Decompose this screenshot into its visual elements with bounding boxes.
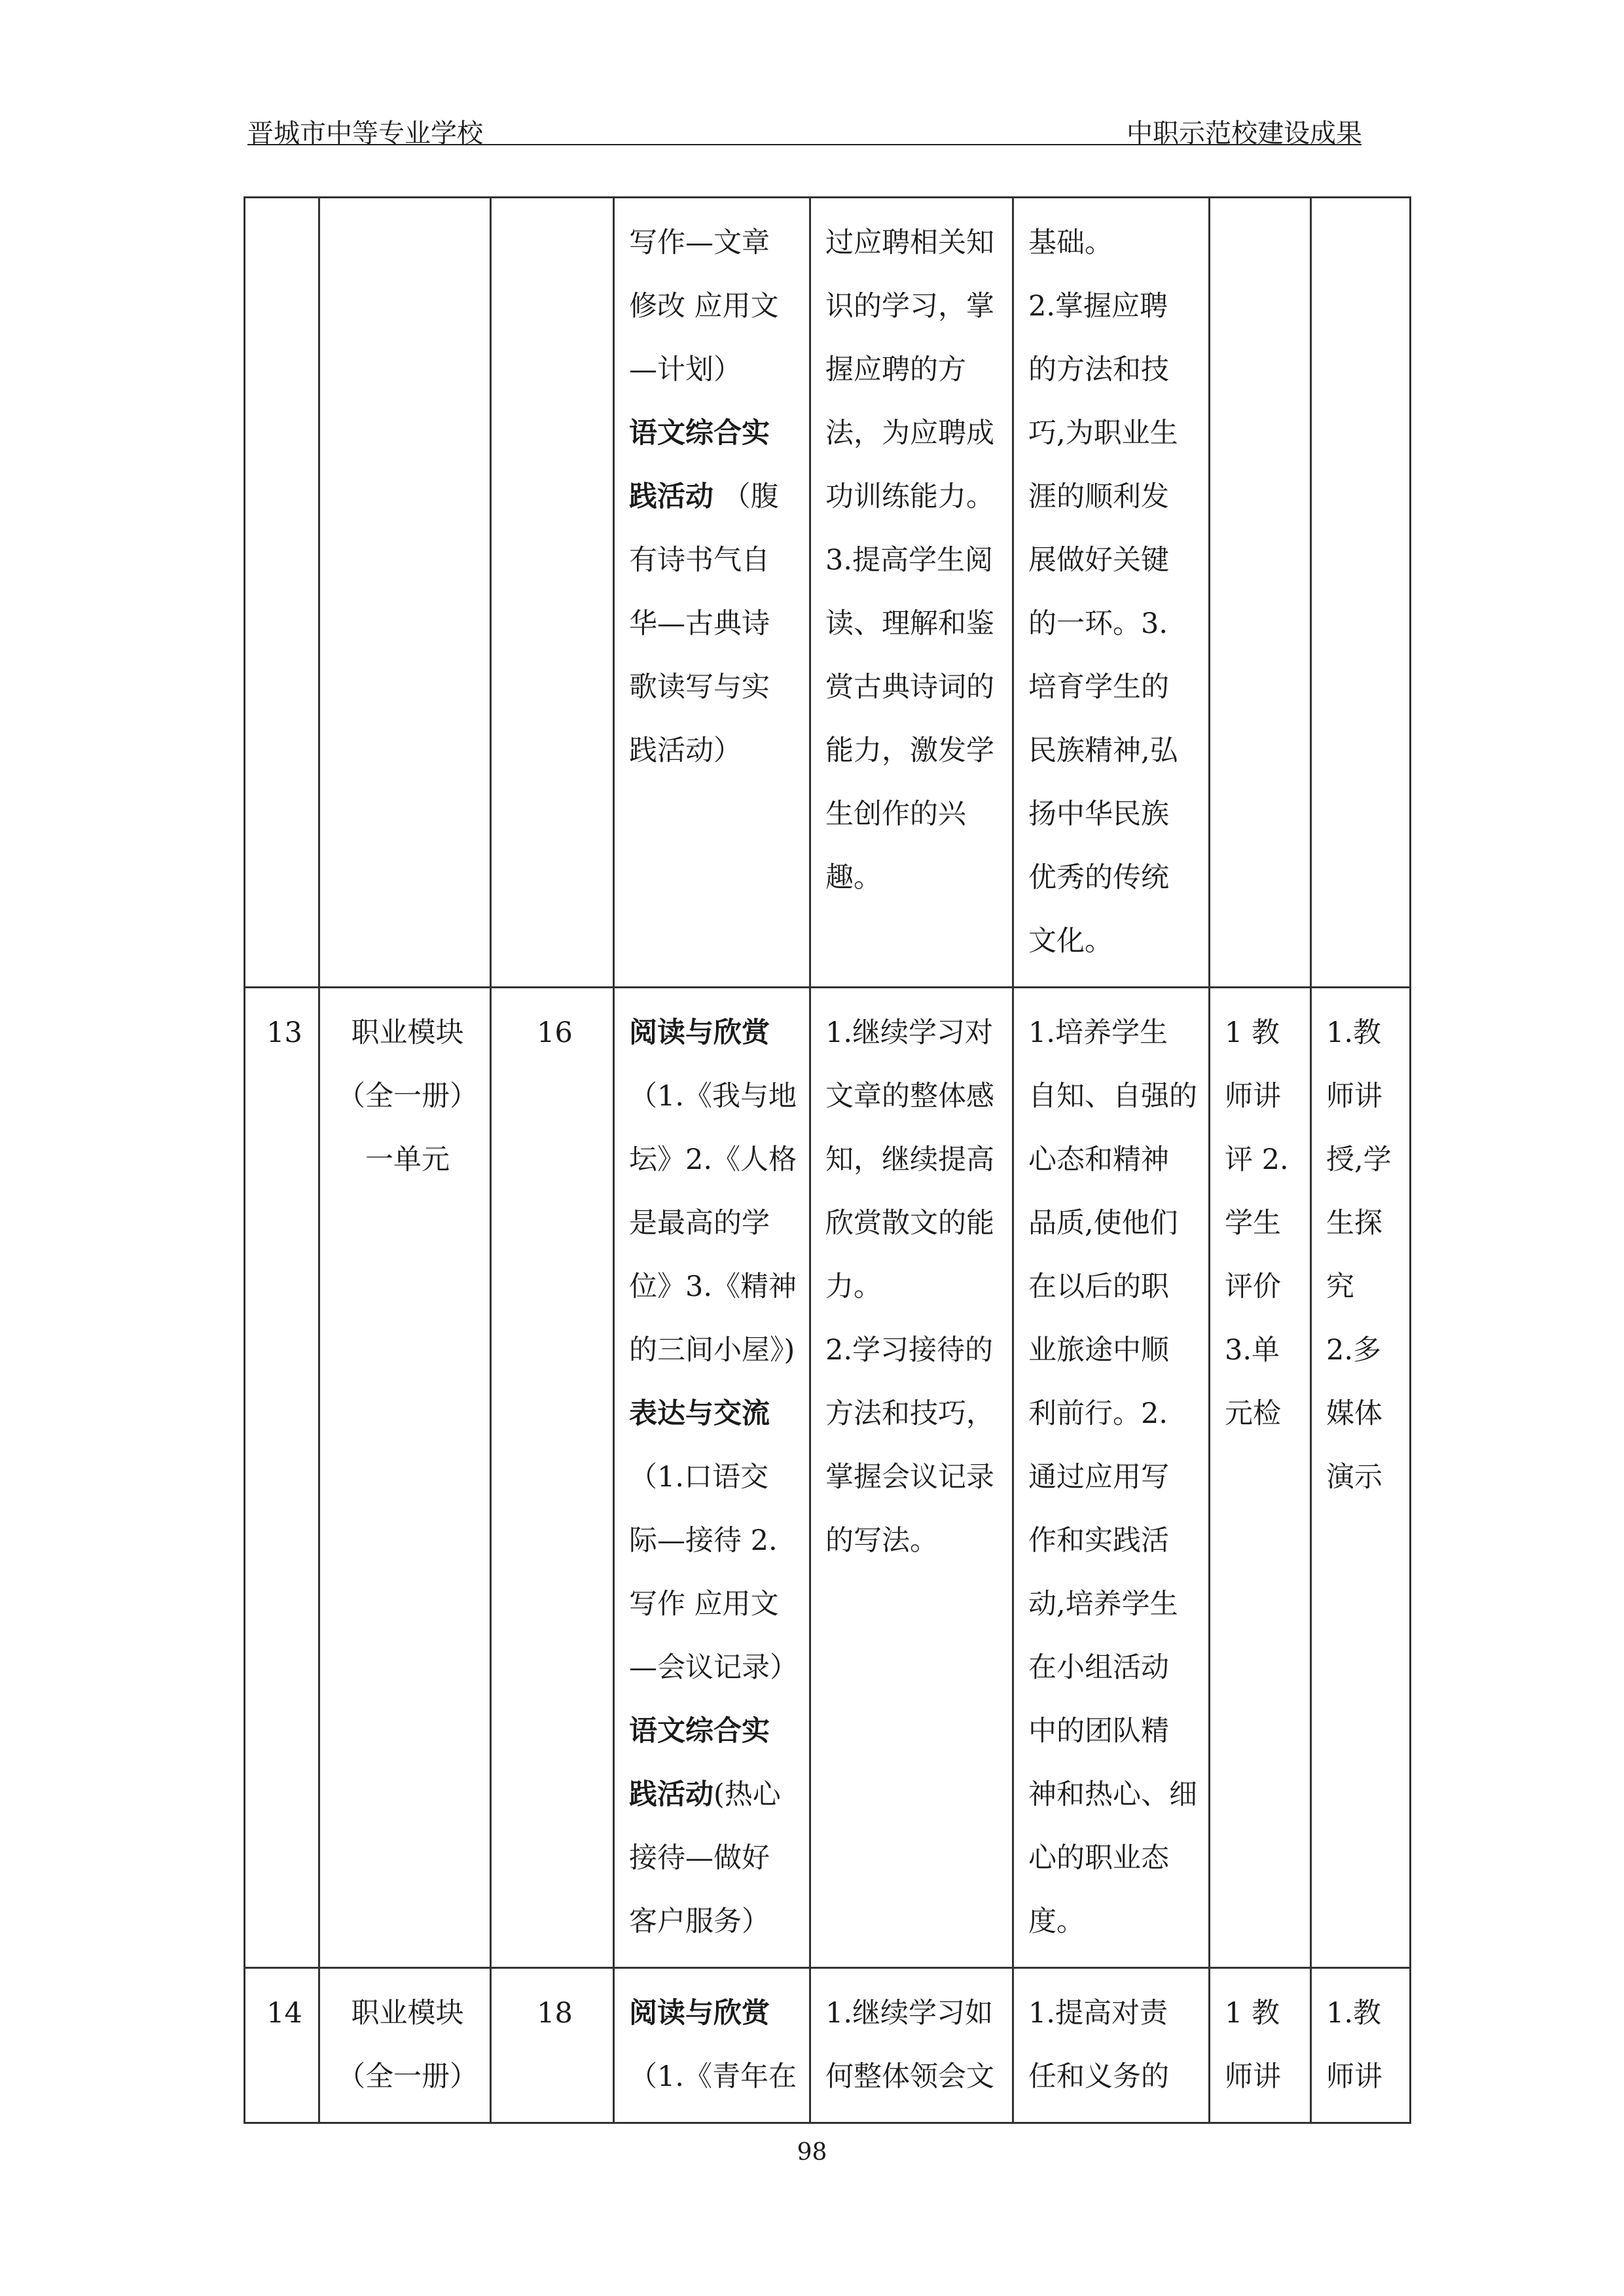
cell-line: 民族精神,弘 bbox=[1028, 734, 1178, 767]
cell-line: 生探 bbox=[1326, 1207, 1382, 1240]
cell-line: 评 2. bbox=[1225, 1143, 1289, 1176]
cell-line: 1.教 bbox=[1326, 1016, 1382, 1049]
cell-evaluation bbox=[1210, 198, 1311, 988]
cell-line: 演示 bbox=[1326, 1461, 1382, 1494]
cell-hours: 16 bbox=[491, 988, 614, 1968]
cell-line: 的写法。 bbox=[825, 1524, 938, 1557]
cell-line: 涯的顺利发 bbox=[1028, 480, 1169, 513]
cell-line: 的一环。3. bbox=[1028, 607, 1168, 640]
cell-line: 语文综合实 bbox=[629, 417, 770, 450]
cell-line: 师讲 bbox=[1326, 1080, 1382, 1113]
cell-line: 一单元 bbox=[365, 1143, 450, 1176]
cell-line: 任和义务的 bbox=[1028, 2060, 1169, 2093]
cell-module bbox=[319, 988, 491, 1968]
cell-line: 培育学生的 bbox=[1028, 671, 1169, 704]
cell-line: 读、理解和鉴 bbox=[825, 607, 994, 640]
cell-knowledge-goal bbox=[810, 198, 1013, 988]
cell-ability-goal bbox=[1013, 1968, 1210, 2123]
cell-line: 能力，激发学 bbox=[825, 734, 994, 767]
cell-line: 学生 bbox=[1225, 1207, 1281, 1240]
cell-teaching-content bbox=[614, 198, 810, 988]
cell-line: 过应聘相关知 bbox=[825, 226, 994, 259]
cell-line: 阅读与欣赏 bbox=[629, 1016, 770, 1049]
header-school-name: 晋城市中等专业学校 bbox=[247, 118, 483, 149]
cell-line: 评价 bbox=[1225, 1270, 1281, 1303]
cell-line: 师讲 bbox=[1225, 2060, 1281, 2093]
cell-line: 1.继续学习如 bbox=[825, 1997, 994, 2030]
cell-line: 的方法和技 bbox=[1028, 353, 1169, 386]
cell-hours bbox=[491, 198, 614, 988]
table-row bbox=[245, 198, 1411, 988]
table-row bbox=[245, 988, 1411, 1968]
cell-line: 师讲 bbox=[1225, 1080, 1281, 1113]
cell-line: 神和热心、细 bbox=[1028, 1778, 1197, 1811]
cell-teaching-method bbox=[1311, 988, 1411, 1968]
cell-line: 握应聘的方 bbox=[825, 353, 966, 386]
cell-line: 优秀的传统 bbox=[1028, 861, 1169, 894]
cell-line: 何整体领会文 bbox=[825, 2060, 994, 2093]
cell-line: 阅读与欣赏 bbox=[629, 1997, 770, 2030]
cell-teaching-method bbox=[1311, 1968, 1411, 2123]
cell-line: 授,学 bbox=[1326, 1143, 1392, 1176]
cell-line: 究 bbox=[1326, 1270, 1354, 1303]
cell-line: 媒体 bbox=[1326, 1397, 1382, 1430]
cell-serial-number: 14 bbox=[245, 1968, 319, 2123]
cell-line: 在以后的职 bbox=[1028, 1270, 1169, 1303]
cell-line: 趣。 bbox=[825, 861, 882, 894]
cell-evaluation bbox=[1210, 1968, 1311, 2123]
cell-teaching-method bbox=[1311, 198, 1411, 988]
cell-line: 功训练能力。 bbox=[825, 480, 994, 513]
cell-line: 2.多 bbox=[1326, 1334, 1382, 1367]
cell-line: 动,培养学生 bbox=[1028, 1588, 1178, 1621]
cell-line: 1.提高对责 bbox=[1028, 1997, 1168, 2030]
cell-line: （全一册） bbox=[337, 2060, 478, 2093]
cell-line: 写作—文章 bbox=[629, 226, 770, 259]
cell-line: 1.培养学生 bbox=[1028, 1016, 1168, 1049]
cell-line: 自知、自强的 bbox=[1028, 1080, 1197, 1113]
cell-line: 师讲 bbox=[1326, 2060, 1382, 2093]
cell-line: 法，为应聘成 bbox=[825, 417, 994, 450]
cell-module bbox=[319, 1968, 491, 2123]
cell-evaluation bbox=[1210, 988, 1311, 1968]
cell-ability-goal bbox=[1013, 988, 1210, 1968]
cell-line: —会议记录） bbox=[629, 1651, 798, 1684]
cell-line: （1.《我与地 bbox=[629, 1080, 797, 1113]
cell-line: 2.掌握应聘 bbox=[1028, 290, 1168, 323]
cell-line: 中的团队精 bbox=[1028, 1715, 1169, 1748]
cell-line: 扬中华民族 bbox=[1028, 798, 1169, 831]
cell-line: 心态和精神 bbox=[1028, 1143, 1169, 1176]
cell-serial-number bbox=[245, 198, 319, 988]
cell-line: 写作 应用文 bbox=[629, 1588, 779, 1621]
cell-line: 知，继续提高 bbox=[825, 1143, 994, 1176]
cell-line: 华—古典诗 bbox=[629, 607, 770, 640]
cell-line: 巧,为职业生 bbox=[1028, 417, 1178, 450]
cell-line: 品质,使他们 bbox=[1028, 1207, 1178, 1240]
cell-line: 3.单 bbox=[1225, 1334, 1280, 1367]
cell-line: 位》3.《精神 bbox=[629, 1270, 797, 1303]
cell-line: 赏古典诗词的 bbox=[825, 671, 994, 704]
cell-line: 展做好关键 bbox=[1028, 544, 1169, 577]
cell-hours: 18 bbox=[491, 1968, 614, 2123]
cell-line: 修改 应用文 bbox=[629, 290, 779, 323]
cell-line: 际—接待 2. bbox=[629, 1524, 778, 1557]
bold-term: 践活动 bbox=[629, 1778, 713, 1811]
cell-line: 3.提高学生阅 bbox=[825, 544, 994, 577]
header-divider bbox=[247, 144, 1362, 145]
cell-line: 元检 bbox=[1225, 1397, 1281, 1430]
cell-line: 文章的整体感 bbox=[825, 1080, 994, 1113]
cell-line: 1.继续学习对 bbox=[825, 1016, 994, 1049]
cell-line: 表达与交流 bbox=[629, 1397, 770, 1430]
cell-line: （全一册） bbox=[337, 1080, 478, 1113]
cell-line: 客户服务） bbox=[629, 1905, 770, 1938]
cell-line: 方法和技巧， bbox=[825, 1397, 994, 1430]
cell-line: 在小组活动 bbox=[1028, 1651, 1169, 1684]
cell-line: —计划） bbox=[629, 353, 742, 386]
header-document-title: 中职示范校建设成果 bbox=[1127, 118, 1362, 149]
cell-line: 利前行。2. bbox=[1028, 1397, 1168, 1430]
cell-line: 掌握会议记录 bbox=[825, 1461, 994, 1494]
cell-line: 文化。 bbox=[1028, 925, 1113, 958]
cell-line: 语文综合实 bbox=[629, 1715, 770, 1748]
cell-line: 践活动(热心 bbox=[629, 1778, 781, 1811]
cell-line: 1 教 bbox=[1225, 1016, 1280, 1049]
cell-ability-goal bbox=[1013, 198, 1210, 988]
cell-line: 有诗书气自 bbox=[629, 544, 770, 577]
cell-serial-number: 13 bbox=[245, 988, 319, 1968]
cell-line: 业旅途中顺 bbox=[1028, 1334, 1169, 1367]
cell-line: 1 教 bbox=[1225, 1997, 1280, 2030]
cell-line: 作和实践活 bbox=[1028, 1524, 1169, 1557]
cell-knowledge-goal bbox=[810, 1968, 1013, 2123]
cell-line: 职业模块 bbox=[351, 1997, 464, 2030]
cell-line: 职业模块 bbox=[351, 1016, 464, 1049]
cell-line: 心的职业态 bbox=[1028, 1842, 1169, 1874]
cell-line: 通过应用写 bbox=[1028, 1461, 1169, 1494]
cell-line: 识的学习，掌 bbox=[825, 290, 994, 323]
cell-teaching-content bbox=[614, 1968, 810, 2123]
cell-line: 力。 bbox=[825, 1270, 882, 1303]
cell-line: 是最高的学 bbox=[629, 1207, 770, 1240]
page-number: 98 bbox=[797, 2139, 827, 2166]
table-row bbox=[245, 1968, 1411, 2123]
cell-teaching-content bbox=[614, 988, 810, 1968]
cell-line: 的三间小屋》) bbox=[629, 1334, 795, 1367]
cell-line: 践活动 （腹 bbox=[629, 480, 779, 513]
cell-module bbox=[319, 198, 491, 988]
cell-knowledge-goal bbox=[810, 988, 1013, 1968]
cell-line: （1.口语交 bbox=[629, 1461, 769, 1494]
bold-term: 践活动 bbox=[629, 480, 713, 513]
cell-line: 欣赏散文的能 bbox=[825, 1207, 994, 1240]
cell-line: 歌读写与实 bbox=[629, 671, 770, 704]
cell-line: 1.教 bbox=[1326, 1997, 1382, 2030]
cell-line: 基础。 bbox=[1028, 226, 1113, 259]
cell-line: 生创作的兴 bbox=[825, 798, 966, 831]
cell-line: 坛》2.《人格 bbox=[629, 1143, 797, 1176]
cell-line: 接待—做好 bbox=[629, 1842, 770, 1874]
cell-line: 践活动） bbox=[629, 734, 742, 767]
cell-line: （1.《青年在 bbox=[629, 2060, 797, 2093]
cell-line: 度。 bbox=[1028, 1905, 1085, 1938]
curriculum-table bbox=[244, 196, 1411, 2124]
cell-line: 2.学习接待的 bbox=[825, 1334, 994, 1367]
